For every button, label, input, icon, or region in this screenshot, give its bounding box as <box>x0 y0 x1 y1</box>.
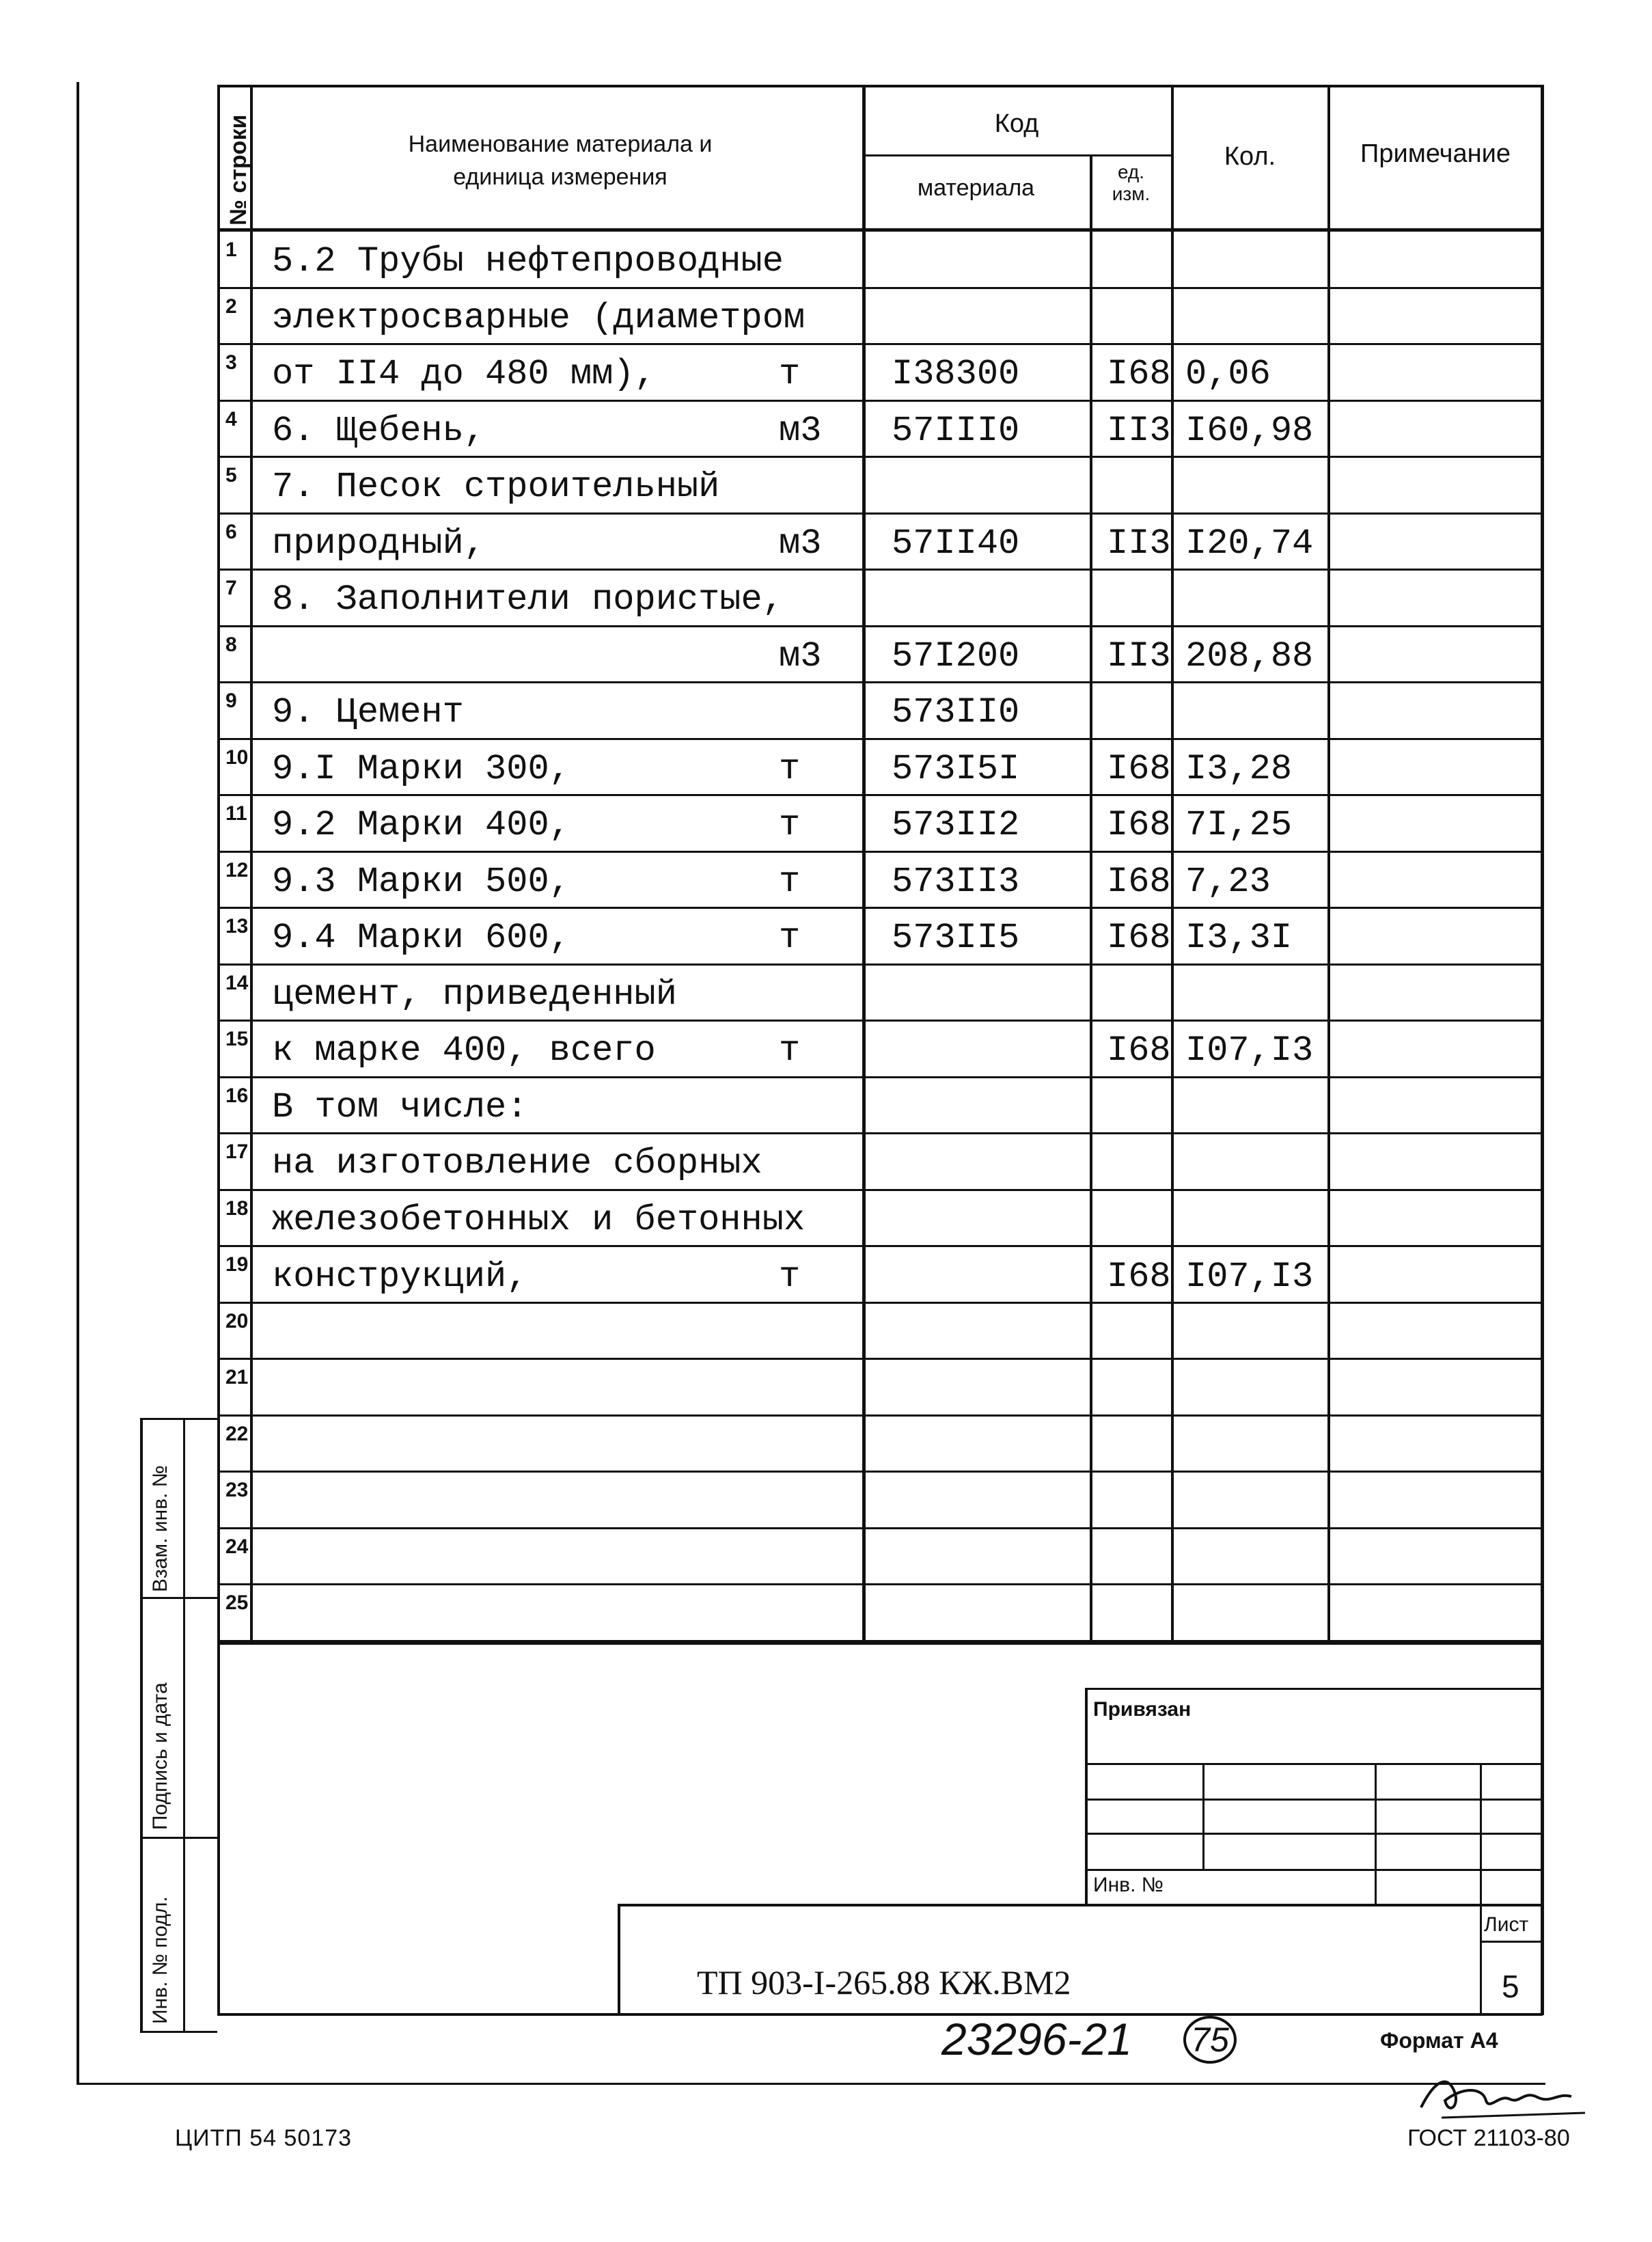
row-line <box>220 794 1542 796</box>
row-number: 14 <box>225 971 249 994</box>
header-material: материала <box>917 175 1035 201</box>
row-number: 7 <box>225 577 237 600</box>
row-line <box>220 738 1542 740</box>
row-number: 1 <box>225 238 237 261</box>
name-col-line <box>862 85 866 1643</box>
list-split <box>1480 1941 1543 1943</box>
header-qty: Кол. <box>1224 142 1276 171</box>
circled-number: 75 <box>1183 2016 1237 2064</box>
quantity: I3,28 <box>1185 748 1293 789</box>
material-name: на изготовление сборных <box>272 1143 762 1184</box>
side-strip-line-3 <box>140 1837 217 1839</box>
material-name: природный, <box>272 523 486 564</box>
header-unit-1: ед. <box>1117 161 1145 182</box>
table-top-border <box>217 85 1543 87</box>
side-inv-podl: Инв. № подл. <box>149 1896 171 2024</box>
row-number: 5 <box>225 464 237 487</box>
material-name: 9. Цемент <box>272 692 464 733</box>
material-name: 9.4 Марки 600, <box>272 918 570 959</box>
material-name: 9.I Марки 300, <box>272 748 570 789</box>
row-line <box>220 907 1542 909</box>
footer-left: ЦИТП 54 50173 <box>175 2125 353 2151</box>
header-unit-2: изм. <box>1112 183 1151 204</box>
side-strip-bottom-line <box>140 2031 217 2033</box>
unit-name: т <box>779 861 801 902</box>
row-number: 22 <box>225 1422 249 1445</box>
quantity: I07,I3 <box>1185 1030 1314 1071</box>
material-name: 7. Песок строительный <box>272 467 720 508</box>
rownum-col-line <box>250 85 253 1643</box>
quantity: I60,98 <box>1185 410 1314 451</box>
row-line <box>220 456 1542 458</box>
unit-name: т <box>779 918 801 959</box>
row-line <box>220 287 1542 289</box>
row-line <box>220 851 1542 853</box>
titleblock-top <box>618 1904 1543 1906</box>
row-line <box>220 1020 1542 1022</box>
stamp-privyazan: Привязан <box>1093 1698 1192 1721</box>
unit-name: т <box>779 1256 801 1297</box>
material-code: 573II5 <box>892 918 1020 959</box>
row-line <box>220 963 1542 966</box>
unit-name: м3 <box>779 410 822 451</box>
header-bottom-border <box>217 228 1543 232</box>
side-vzam: Взам. инв. № <box>149 1465 171 1592</box>
quantity: 7I,25 <box>1185 805 1293 846</box>
unit-name: т <box>779 1030 801 1071</box>
privyazan-col2 <box>1375 1763 1377 1905</box>
code-header-split <box>862 154 1171 156</box>
titleblock-left <box>618 1904 620 2014</box>
privyazan-row4 <box>1085 1869 1543 1871</box>
material-code: 573II2 <box>892 805 1020 846</box>
row-line <box>220 400 1542 402</box>
signature-image <box>1407 2066 1606 2135</box>
unit-code: I68 <box>1107 918 1171 959</box>
qty-col-line <box>1327 85 1330 1643</box>
stamp-inv-no: Инв. № <box>1093 1874 1164 1896</box>
stamp-doc-code: ТП 903-I-265.88 КЖ.ВМ2 <box>697 1963 1071 2001</box>
privyazan-left <box>1085 1688 1088 1905</box>
unit-col-line <box>1171 85 1174 1643</box>
material-code: 57III0 <box>892 410 1020 451</box>
side-strip-left-line <box>140 1418 143 2033</box>
outer-left-border <box>77 82 79 2084</box>
format-label: Формат А4 <box>1380 2028 1498 2053</box>
row-number: 11 <box>225 802 247 825</box>
side-strip-line-2 <box>140 1597 217 1599</box>
stamp-list-label: Лист <box>1484 1913 1529 1936</box>
header-code: Код <box>994 109 1039 138</box>
row-number: 25 <box>225 1591 249 1615</box>
privyazan-col3 <box>1480 1763 1482 2014</box>
quantity: 7,23 <box>1185 861 1271 902</box>
row-number: 8 <box>225 633 237 656</box>
row-number: 21 <box>225 1366 249 1389</box>
row-line <box>220 1245 1542 1247</box>
material-name: 9.2 Марки 400, <box>272 805 570 846</box>
material-name: В том числе: <box>272 1086 528 1127</box>
row-number: 6 <box>225 520 237 543</box>
header-name-line2: единица измерения <box>453 164 667 190</box>
table-left-border <box>217 85 220 2015</box>
row-line <box>220 1414 1542 1417</box>
stamp-bottom-line <box>217 2013 1543 2016</box>
side-podpis: Подпись и дата <box>149 1682 171 1830</box>
unit-code: I68 <box>1107 1030 1171 1071</box>
side-strip-top-line <box>140 1418 217 1420</box>
material-code: 57I200 <box>892 635 1020 676</box>
row-line <box>220 1358 1542 1360</box>
quantity: I20,74 <box>1185 523 1314 564</box>
unit-name: т <box>779 805 801 846</box>
row-number: 2 <box>225 295 237 318</box>
row-number: 19 <box>225 1253 249 1276</box>
privyazan-row2 <box>1085 1799 1543 1801</box>
row-line <box>220 343 1542 345</box>
row-number: 18 <box>225 1197 249 1220</box>
side-strip-mid-line <box>183 1418 185 2033</box>
row-line <box>220 569 1542 571</box>
header-rownum: № строки <box>225 114 251 225</box>
row-number: 3 <box>225 351 237 374</box>
unit-code: II3 <box>1107 523 1171 564</box>
material-code: 573II3 <box>892 861 1020 902</box>
row-line <box>220 1471 1542 1473</box>
row-number: 23 <box>225 1479 249 1502</box>
privyazan-col1 <box>1202 1763 1204 1869</box>
unit-code: I68 <box>1107 805 1171 846</box>
material-name: от II4 до 480 мм), <box>272 354 656 395</box>
footer-right: ГОСТ 21103-80 <box>1407 2125 1570 2151</box>
quantity: 0,06 <box>1185 354 1271 395</box>
material-name: железобетонных и бетонных <box>272 1199 806 1240</box>
unit-name: т <box>779 748 801 789</box>
row-number: 13 <box>225 915 249 938</box>
row-line <box>220 625 1542 627</box>
quantity: I07,I3 <box>1185 1256 1314 1297</box>
unit-code: II3 <box>1107 410 1171 451</box>
row-number: 10 <box>225 746 249 769</box>
material-name: 8. Заполнители пористые, <box>272 579 784 620</box>
unit-code: I68 <box>1107 748 1171 789</box>
material-name: электросварные (диаметром <box>272 297 806 338</box>
material-name: к марке 400, всего <box>272 1030 656 1071</box>
unit-code: I68 <box>1107 1256 1171 1297</box>
material-code: 57II40 <box>892 523 1020 564</box>
unit-name: м3 <box>779 635 822 676</box>
handwritten-number: 23296-21 <box>941 2014 1132 2064</box>
table-rows-bottom <box>217 1641 1543 1645</box>
row-number: 20 <box>225 1309 249 1332</box>
material-code: I38300 <box>892 354 1020 395</box>
header-note: Примечание <box>1360 139 1511 168</box>
privyazan-row1 <box>1085 1763 1543 1765</box>
unit-name: м3 <box>779 523 822 564</box>
quantity: I3,3I <box>1185 918 1293 959</box>
row-number: 12 <box>225 858 249 881</box>
material-code: 573II0 <box>892 692 1020 733</box>
row-number: 4 <box>225 407 237 430</box>
code-col-line <box>1090 156 1092 1643</box>
row-number: 15 <box>225 1028 249 1051</box>
material-name: цемент, приведенный <box>272 974 677 1015</box>
unit-code: I68 <box>1107 861 1171 902</box>
row-number: 24 <box>225 1535 249 1558</box>
material-name: конструкций, <box>272 1256 528 1297</box>
row-line <box>220 1132 1542 1134</box>
unit-code: II3 <box>1107 635 1171 676</box>
row-number: 9 <box>225 689 237 713</box>
row-number: 17 <box>225 1140 249 1164</box>
row-line <box>220 1302 1542 1304</box>
material-name: 6. Щебень, <box>272 410 486 451</box>
unit-name: т <box>779 354 801 395</box>
header-name-line1: Наименование материала и <box>408 131 713 157</box>
stamp-sheet-number: 5 <box>1502 1969 1519 2004</box>
row-line <box>220 1527 1542 1529</box>
unit-code: I68 <box>1107 354 1171 395</box>
row-line <box>220 1189 1542 1191</box>
table-right-border <box>1541 85 1544 2015</box>
material-name: 9.3 Марки 500, <box>272 861 570 902</box>
quantity: 208,88 <box>1185 635 1314 676</box>
row-line <box>220 512 1542 515</box>
row-line <box>220 681 1542 683</box>
privyazan-row3 <box>1085 1833 1543 1835</box>
material-name: 5.2 Трубы нефтепроводные <box>272 241 784 282</box>
row-line <box>220 1076 1542 1078</box>
row-line <box>220 1583 1542 1585</box>
row-number: 16 <box>225 1084 249 1107</box>
material-code: 573I5I <box>892 748 1020 789</box>
privyazan-top <box>1085 1688 1543 1690</box>
outer-bottom-border <box>77 2083 1545 2085</box>
